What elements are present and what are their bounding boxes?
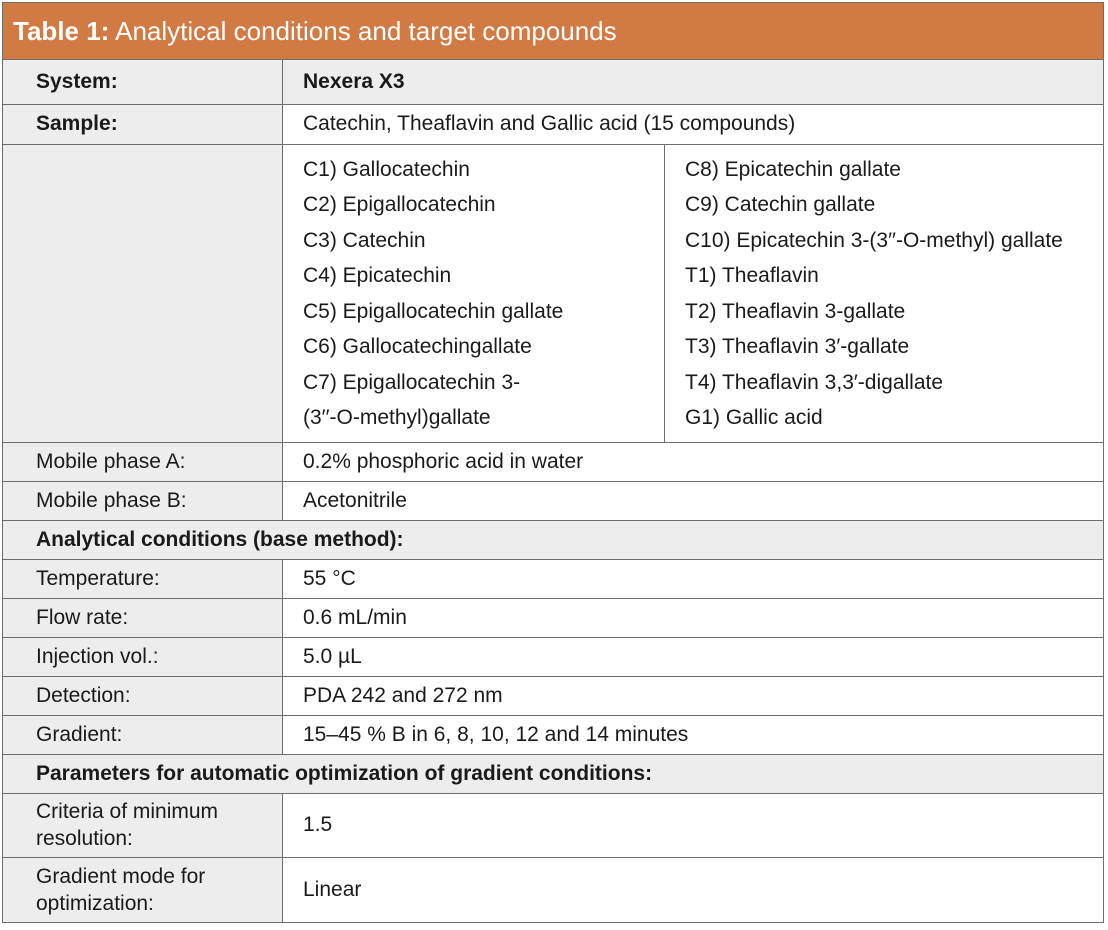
table-row [3,676,1103,715]
compound-item: C9) Catechin gallate [685,193,876,216]
temperature-value: 55 °C [283,559,1104,598]
table-row [3,60,1103,104]
flow-rate-value: 0.6 mL/min [283,598,1104,637]
injection-label: Injection vol.: [3,637,283,676]
section-heading-conditions: Analytical conditions (base method): [3,520,1103,559]
compound-item: C3) Catechin [303,228,426,252]
compound-column-right [665,145,1103,442]
sample-value: Catechin, Theaflavin and Gallic acid (15 compounds) [283,104,1104,144]
system-label: System: [3,60,283,104]
compound-item: (3′′-O-methyl)gallate [303,406,491,429]
table-row [3,481,1103,520]
table-row [3,793,1103,857]
caption-title: Analytical conditions and target compounds [109,16,617,46]
gradient-mode-label-line1: Gradient mode for [36,864,206,888]
table-row [3,104,1103,144]
table-row [3,520,1103,559]
criteria-value: 1.5 [283,793,1104,857]
mobile-b-label: Mobile phase B: [3,481,283,520]
compound-item: C2) Epigallocatechin [303,193,496,216]
compound-item: T1) Theaflavin [685,264,819,287]
compound-item: T3) Theaflavin 3′-gallate [685,335,910,358]
section-heading-parameters: Parameters for automatic optimization of gradient conditions: [3,754,1103,793]
system-value: Nexera X3 [283,60,1104,104]
flow-rate-label: Flow rate: [3,598,283,637]
detection-value: PDA 242 and 272 nm [283,676,1104,715]
table-row [3,559,1103,598]
sample-label: Sample: [3,104,283,144]
caption-label: Table 1: [13,16,110,46]
criteria-label-line1: Criteria of minimum [36,800,219,823]
temperature-label: Temperature: [3,559,283,598]
detection-label: Detection: [3,676,283,715]
compound-item: C5) Epigallocatechin gallate [303,299,564,323]
criteria-label [3,793,283,857]
compounds-spacer [3,144,283,442]
table-row [3,144,1103,442]
table-row [3,754,1103,793]
gradient-mode-value: Linear [283,857,1104,922]
compound-item: C4) Epicatechin [303,264,452,287]
compound-item: C7) Epigallocatechin 3- [303,370,521,394]
compound-column-left [283,145,665,442]
table-row [3,598,1103,637]
compound-item: T4) Theaflavin 3,3′-digallate [685,370,944,394]
table-row [3,442,1103,481]
gradient-mode-label [3,857,283,922]
compound-item: T2) Theaflavin 3-gallate [685,299,906,323]
conditions-table [2,2,1104,923]
gradient-mode-label-line2: optimization: [36,891,154,915]
table-caption [3,3,1103,60]
table-row [3,637,1103,676]
gradient-value: 15–45 % B in 6, 8, 10, 12 and 14 minutes [283,715,1104,754]
compound-item: C1) Gallocatechin [303,157,470,181]
mobile-a-label: Mobile phase A: [3,442,283,481]
compound-item: C6) Gallocatechingallate [303,335,532,358]
table-row [3,857,1103,922]
conditions-grid [3,60,1103,922]
gradient-label: Gradient: [3,715,283,754]
compound-item: C10) Epicatechin 3-(3′′-O-methyl) gallate [685,228,1063,252]
mobile-b-value: Acetonitrile [283,481,1104,520]
mobile-a-value: 0.2% phosphoric acid in water [283,442,1104,481]
table-row [3,715,1103,754]
compound-list [283,144,1104,442]
compound-item: G1) Gallic acid [685,406,823,429]
criteria-label-line2: resolution: [36,827,133,850]
compound-item: C8) Epicatechin gallate [685,157,901,181]
injection-value: 5.0 µL [283,637,1104,676]
